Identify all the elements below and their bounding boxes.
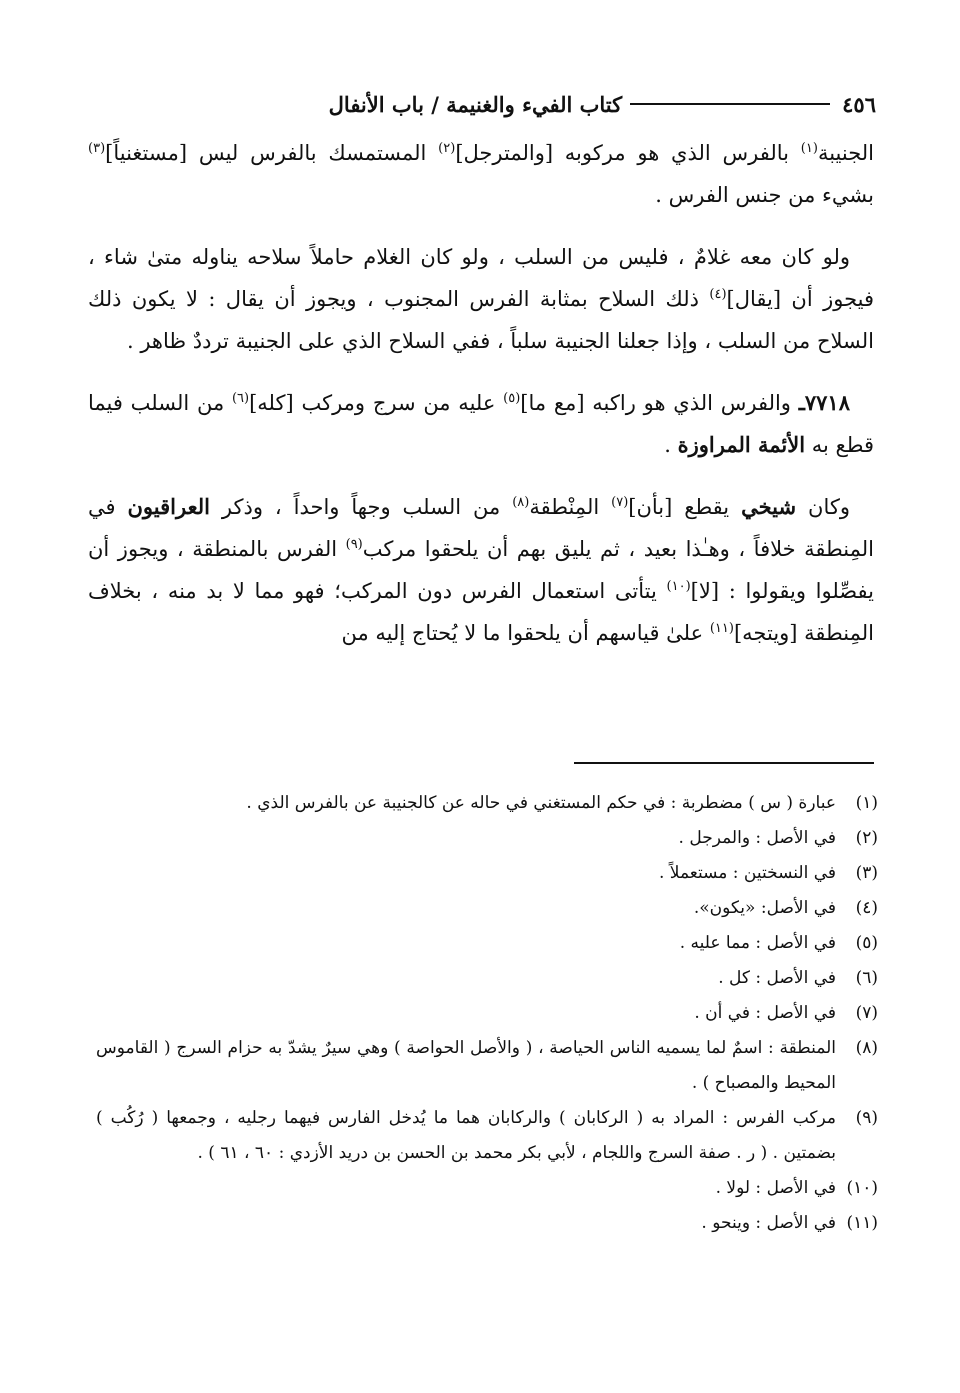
footnote-ref-1: (١) <box>800 141 818 156</box>
footnote-ref-9: (٩) <box>345 537 363 552</box>
bold-term: العراقيون <box>127 494 210 519</box>
text: . <box>664 433 678 457</box>
header-rule <box>630 103 830 105</box>
main-text <box>88 132 874 674</box>
running-header <box>86 84 876 124</box>
footnote <box>96 1031 878 1101</box>
text: المستمسك بالفرس ليس [مستغنياً] <box>105 141 439 165</box>
page-number: ٤٥٦ <box>842 91 876 117</box>
text: بشيء من جنس الفرس . <box>655 183 874 207</box>
text: يتأتى استعمال الفرس دون المركب؛ فهو مما لا بد منه ، بخلاف المِنطقة [ويتجه] <box>88 579 874 645</box>
text: من السلب وجهاً واحداً ، وذكر <box>209 495 513 519</box>
text: وكان <box>796 495 851 519</box>
text: من السلب فيما قطع به <box>88 391 874 457</box>
paragraph-1 <box>88 132 874 216</box>
footnote <box>96 786 878 821</box>
footnote-number: (١٠) <box>846 1178 878 1198</box>
footnote-text: في النسختين : مستعملاً . <box>659 863 836 883</box>
footnote-ref-11: (١١) <box>709 621 734 636</box>
paragraph-3 <box>88 382 874 466</box>
text: بالفرس الذي هو مركوبه [والمترجل] <box>455 141 801 165</box>
text: الجنيبة <box>817 141 874 165</box>
footnote-ref-6: (٦) <box>231 391 250 406</box>
footnote <box>96 926 878 961</box>
footnote-number: (١١) <box>846 1213 878 1233</box>
footnote-divider <box>574 762 874 764</box>
footnote <box>96 1171 878 1206</box>
text: عليه من سرج ومركب [كله] <box>249 391 504 415</box>
footnote-ref-10: (١٠) <box>666 579 691 594</box>
footnote-ref-5: (٥) <box>503 391 521 406</box>
footnote-text: المنطقة : اسمٌ لما يسميه الناس الحياصة ، ( والأصل الحواصة ) وهي سيرٌ يشدّ به حزام السرج ( القاموس المحيط والمصباح ) . <box>96 1038 836 1093</box>
footnote-number: (٩) <box>855 1108 878 1128</box>
footnote <box>96 996 878 1031</box>
footnote-text: في الأصل : كل . <box>718 968 836 988</box>
footnote-number: (٣) <box>855 863 878 883</box>
footnote-number: (٢) <box>855 828 878 848</box>
footnote-ref-3: (٣) <box>88 141 106 156</box>
text: ذلك السلاح بمثابة الفرس المجنوب ، ويجوز أن يقال : لا يكون ذلك السلاح من السلب ، وإذا جعلنا الجنيبة سلباً ، ففي السلاح الذي على الجنيبة ترددٌ ظاهر . <box>88 287 874 353</box>
paragraph-4 <box>88 486 874 654</box>
footnote-text: في الأصل : مما عليه . <box>679 933 836 953</box>
footnote <box>96 821 878 856</box>
text: الفرس بالمنطقة ، ويجوز أن يفصِّلوا ويقولوا : [لا] <box>88 537 874 603</box>
footnote-text: في الأصل: «يكون». <box>693 898 836 918</box>
text: في المِنطقة خلافاً ، وهـٰذا بعيد ، ثم يليق بهم أن يلحقوا مركب <box>88 495 874 561</box>
footnote-text: مركب الفرس : المراد به ( الركابان ) والركابان هما ما يُدخل الفارس فيهما رجليه ، وجمعها ( رُكُب ) بضمتين . ( ر . صفة السرج واللجام ، لأبي بكر محمد بن الحسن بن دريد الأزدي : ٦٠ ، ٦١ ) . <box>96 1108 836 1163</box>
running-title: كتاب الفيء والغنيمة / باب الأنفال <box>328 91 623 117</box>
section-number: ٧٧١٨ـ <box>798 390 850 415</box>
footnote <box>96 961 878 996</box>
footnote <box>96 1206 878 1241</box>
footnote-text: في الأصل : وينحو . <box>701 1213 836 1233</box>
text: علىٰ قياسهم أن يلحقوا ما لا يُحتاج إليه من <box>341 621 710 645</box>
footnote-ref-2: (٢) <box>438 141 456 156</box>
text: ولو كان معه غلامٌ ، فليس من السلب ، ولو كان الغلام حاملاً سلاحه يناوله متىٰ شاء ، فيجوز أن [يقال] <box>88 245 874 311</box>
footnote <box>96 891 878 926</box>
bold-term: شيخي <box>741 494 797 519</box>
footnote-text: في الأصل : في أن . <box>694 1003 836 1023</box>
footnote-number: (٨) <box>855 1038 878 1058</box>
text: يقطع [بأن] <box>628 495 742 519</box>
footnote-number: (٧) <box>855 1003 878 1023</box>
footnote-number: (٤) <box>855 898 878 918</box>
footnote-number: (٦) <box>855 968 878 988</box>
footnote-ref-4: (٤) <box>709 287 727 302</box>
footnote-text: في الأصل : لولا . <box>715 1178 836 1198</box>
footnote-number: (١) <box>855 793 878 813</box>
footnote-text: عبارة ( س ) مضطربة : في حكم المستغني في حاله عن كالجنيبة عن بالفرس الذي . <box>246 793 836 813</box>
text: والفرس الذي هو راكبه [مع ما] <box>520 391 799 415</box>
text: المِنْطقة <box>529 495 612 519</box>
bold-term: الأئمة المراوزة <box>677 432 806 457</box>
footnote-ref-8: (٨) <box>512 495 530 510</box>
paragraph-2 <box>88 236 874 362</box>
footnote <box>96 856 878 891</box>
footnote <box>96 1101 878 1171</box>
footnote-ref-7: (٧) <box>611 495 629 510</box>
footnote-number: (٥) <box>855 933 878 953</box>
footnote-text: في الأصل : والمرجل . <box>678 828 836 848</box>
footnotes <box>96 786 878 1241</box>
